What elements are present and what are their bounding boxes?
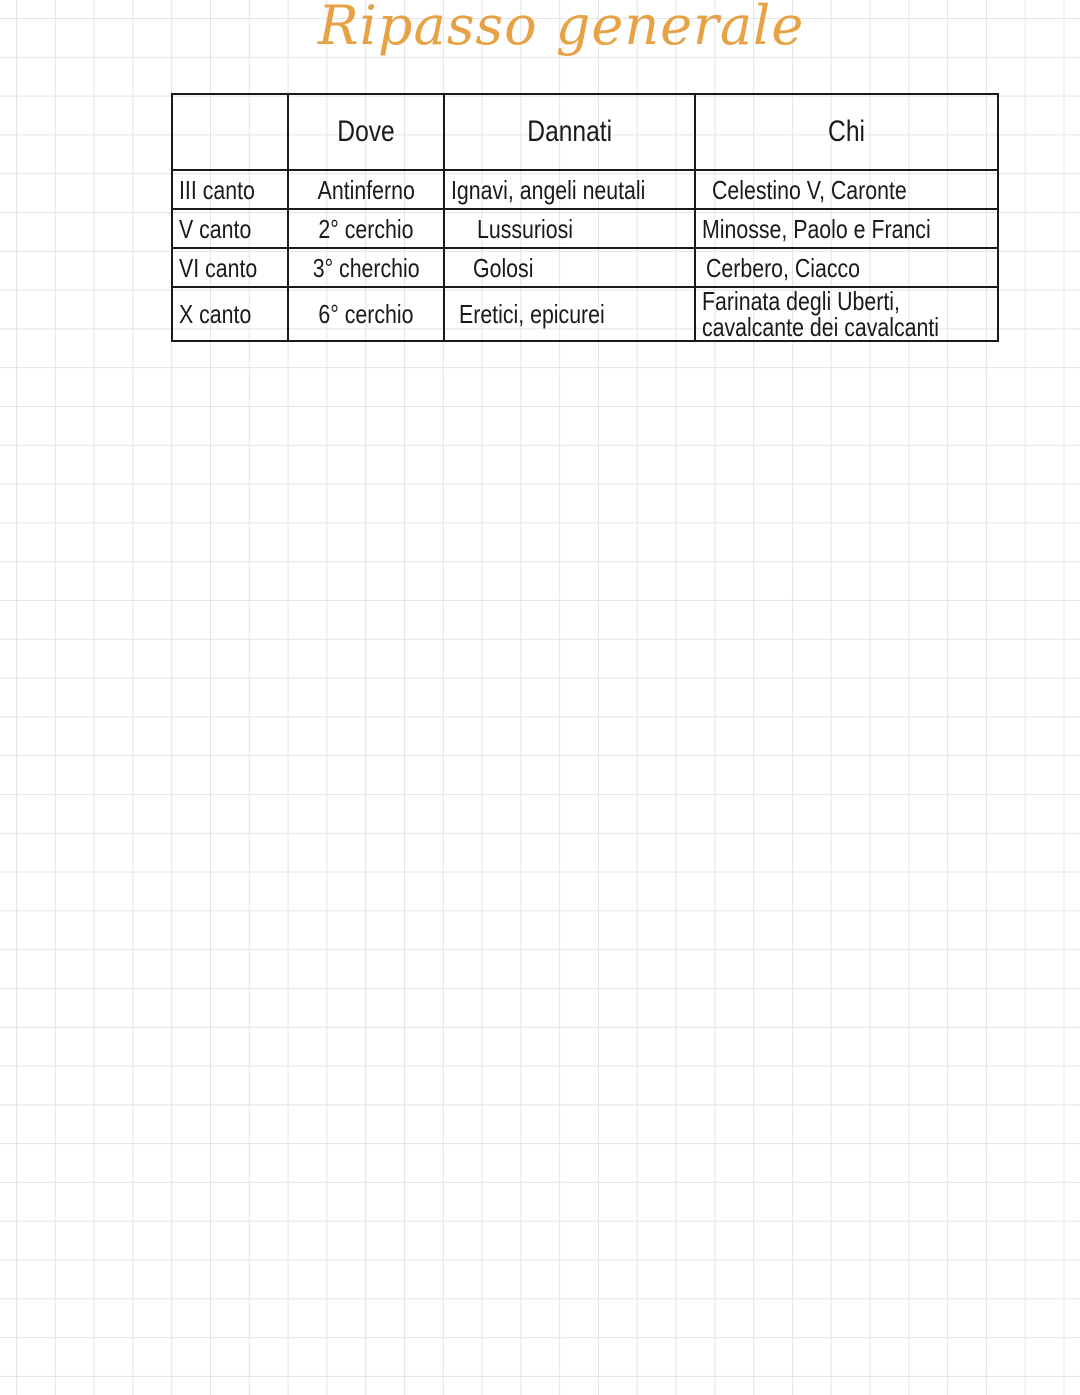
cell-dannati: Eretici, epicurei xyxy=(444,287,695,341)
cell-dannati: Golosi xyxy=(444,248,695,287)
cell-chi: Celestino V, Caronte xyxy=(695,170,998,209)
cell-dannati: Ignavi, angeli neutali xyxy=(444,170,695,209)
page-title: Ripasso generale xyxy=(318,0,805,57)
notes-table xyxy=(171,93,999,342)
cell-canto: III canto xyxy=(172,170,288,209)
table-row xyxy=(172,287,998,341)
cell-dannati: Lussuriosi xyxy=(444,209,695,248)
header-cell-dove: Dove xyxy=(288,94,444,170)
cell-canto: VI canto xyxy=(172,248,288,287)
cell-canto: X canto xyxy=(172,287,288,341)
table-row xyxy=(172,248,998,287)
header-cell-chi: Chi xyxy=(695,94,998,170)
header-cell-dannati: Dannati xyxy=(444,94,695,170)
header-cell-empty xyxy=(172,94,288,170)
cell-chi-line-1: Farinata degli Uberti, xyxy=(702,287,900,316)
cell-chi: Cerbero, Ciacco xyxy=(695,248,998,287)
cell-canto: V canto xyxy=(172,209,288,248)
cell-dove: 3° cherchio xyxy=(288,248,444,287)
table-header-row xyxy=(172,94,998,170)
cell-chi xyxy=(695,287,998,341)
cell-dove: 2° cerchio xyxy=(288,209,444,248)
cell-chi: Minosse, Paolo e Franci xyxy=(695,209,998,248)
cell-chi-line-2: cavalcante dei cavalcanti xyxy=(702,312,940,341)
table-row xyxy=(172,209,998,248)
cell-dove: 6° cerchio xyxy=(288,287,444,341)
cell-dove: Antinferno xyxy=(288,170,444,209)
table-row xyxy=(172,170,998,209)
